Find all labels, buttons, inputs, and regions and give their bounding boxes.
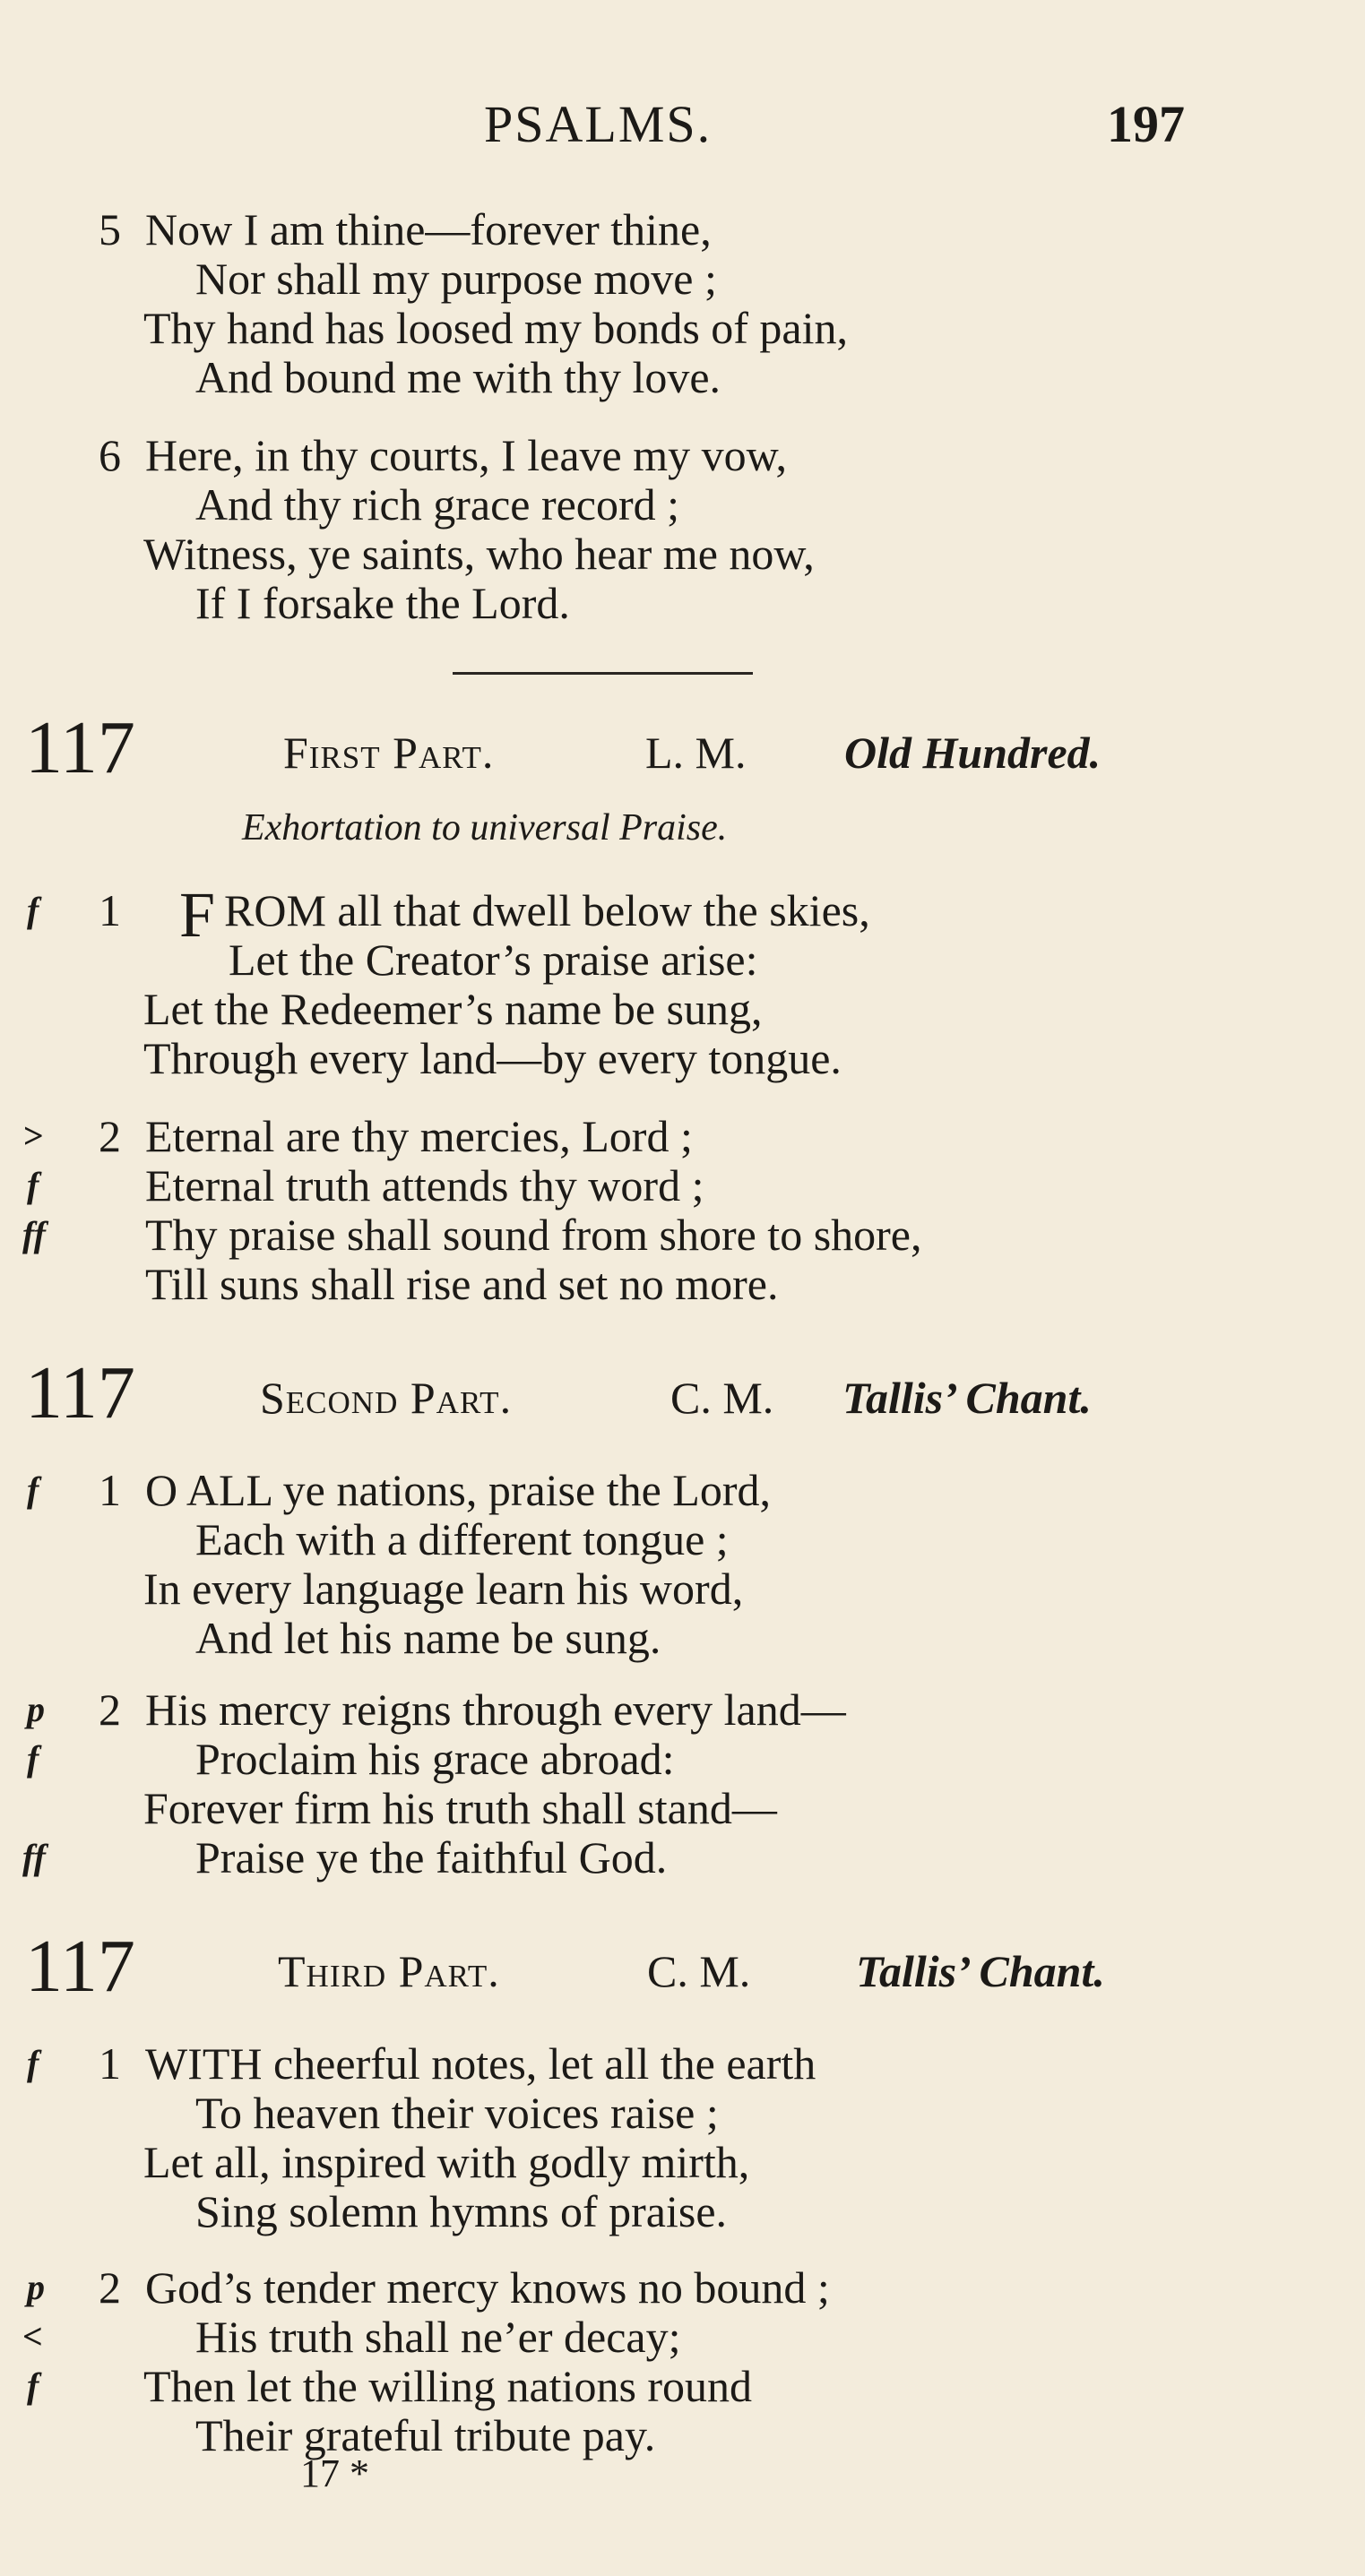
verse-number: 1 (99, 2038, 121, 2089)
verse-line: Proclaim his grace abroad: (195, 1734, 675, 1784)
verse-number: 1 (99, 1465, 121, 1515)
dynamic-mark: f (27, 890, 39, 930)
verse-line: Now I am thine—forever thine, (145, 204, 712, 254)
verse-line: His truth shall ne’er decay; (195, 2312, 681, 2362)
verse-line: To heaven their voices raise ; (195, 2088, 719, 2138)
section-divider (453, 672, 753, 675)
meter-label: C. M. (670, 1373, 774, 1423)
hymn-subtitle: Exhortation to universal Praise. (242, 807, 728, 849)
dynamic-mark: f (27, 2365, 39, 2406)
verse-line: Praise ye the faithful God. (195, 1832, 668, 1882)
verse-number: 2 (99, 2262, 121, 2313)
verse-line: Here, in thy courts, I leave my vow, (145, 430, 787, 480)
verse-number: 6 (99, 430, 121, 480)
verse-line: God’s tender mercy knows no bound ; (145, 2262, 830, 2313)
verse-number: 5 (99, 204, 121, 254)
verse-line: Witness, ye saints, who hear me now, (143, 529, 815, 579)
psalm-number: 117 (25, 706, 135, 789)
dynamic-mark: ff (22, 1837, 46, 1877)
accent-mark: < (22, 2316, 43, 2356)
tune-name: Tallis’ Chant. (842, 1373, 1092, 1423)
part-label: Second Part. (260, 1373, 513, 1423)
verse-line: In every language learn his word, (143, 1564, 744, 1614)
dynamic-mark: ff (22, 1214, 46, 1254)
verse-line: Through every land—by every tongue. (143, 1033, 842, 1083)
verse-line: His mercy reigns through every land— (145, 1684, 846, 1735)
verse-number: 2 (99, 1111, 121, 1161)
verse-line: Each with a different tongue ; (195, 1514, 729, 1564)
verse-line: Eternal truth attends thy word ; (145, 1160, 704, 1210)
verse-line: Thy hand has loosed my bonds of pain, (143, 303, 849, 353)
verse-line: If I forsake the Lord. (195, 578, 570, 628)
tune-name: Old Hundred. (844, 728, 1102, 778)
page-number: 197 (1107, 95, 1185, 153)
psalm-number: 117 (25, 1351, 135, 1434)
verse-line: And thy rich grace record ; (195, 479, 680, 530)
dynamic-mark: f (27, 1738, 39, 1779)
verse-line: Sing solemn hymns of praise. (195, 2186, 728, 2236)
verse-line: O ALL ye nations, praise the Lord, (145, 1465, 771, 1515)
verse-line: Nor shall my purpose move ; (195, 254, 717, 304)
running-head: PSALMS. (484, 95, 713, 153)
signature-mark: 17 * (300, 2451, 369, 2495)
part-label: First Part. (283, 728, 495, 778)
verse-line: Let the Redeemer’s name be sung, (143, 984, 763, 1034)
verse-line: Till suns shall rise and set no more. (145, 1259, 779, 1309)
dynamic-mark: p (27, 2267, 45, 2307)
verse-line: WITH cheerful notes, let all the earth (145, 2038, 816, 2089)
verse-line: Let all, inspired with godly mirth, (143, 2137, 750, 2187)
verse-line: And let his name be sung. (195, 1613, 661, 1663)
verse-line: Thy praise shall sound from shore to shore, (145, 1210, 922, 1260)
drop-cap: F (179, 879, 216, 951)
verse-line: Forever firm his truth shall stand— (143, 1783, 777, 1833)
verse-number: 2 (99, 1684, 121, 1735)
verse-line: Their grateful tribute pay. (195, 2410, 656, 2460)
meter-label: C. M. (647, 1946, 751, 1996)
verse-line: And bound me with thy love. (195, 352, 721, 402)
tune-name: Tallis’ Chant. (856, 1946, 1105, 1996)
accent-mark: > (22, 1116, 43, 1156)
dynamic-mark: f (27, 2043, 39, 2083)
dynamic-mark: p (27, 1689, 45, 1729)
verse-line: Then let the willing nations round (143, 2361, 753, 2411)
verse-line: Let the Creator’s praise arise: (229, 935, 758, 985)
verse-number: 1 (99, 885, 121, 935)
part-label: Third Part. (278, 1946, 500, 1996)
dynamic-mark: f (27, 1165, 39, 1205)
dynamic-mark: f (27, 1469, 39, 1510)
meter-label: L. M. (645, 728, 747, 778)
psalm-number: 117 (25, 1925, 135, 2008)
verse-line: Eternal are thy mercies, Lord ; (145, 1111, 693, 1161)
verse-line: ROM all that dwell below the skies, (224, 885, 870, 935)
